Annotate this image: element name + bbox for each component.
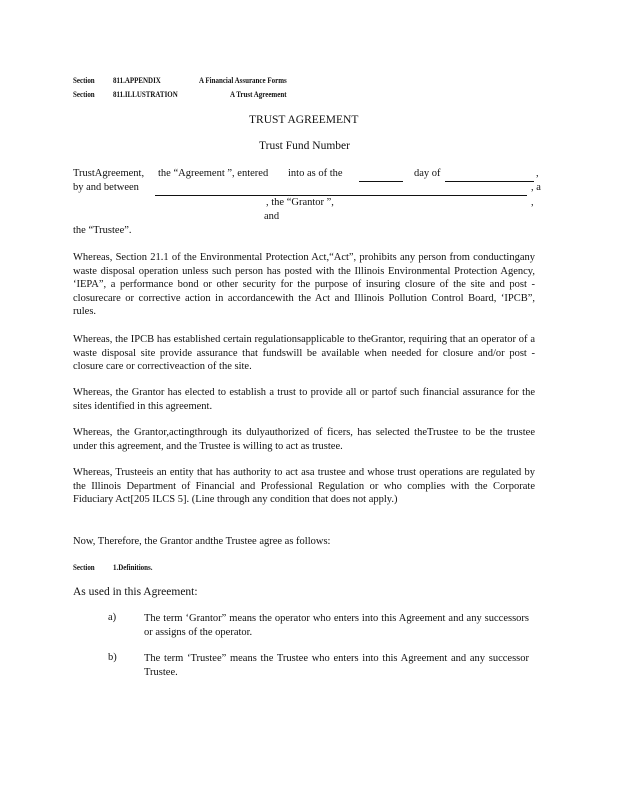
- intro-comma-a: , a: [531, 182, 541, 193]
- intro-grantor-comma: ,: [531, 197, 534, 208]
- section-1-title: 1.Definitions.: [113, 562, 153, 572]
- intro-the-trustee: the “Trustee”.: [73, 225, 132, 236]
- header-illustration-number: 811.ILLUSTRATION: [113, 89, 178, 99]
- header-section-title: A Financial Assurance Forms: [199, 75, 287, 85]
- intro-by-and-between: by and between: [73, 182, 139, 193]
- intro-trust-agreement: TrustAgreement,: [73, 168, 145, 179]
- intro-comma: ,: [536, 168, 539, 179]
- trust-fund-number-label: Trust Fund Number: [259, 140, 350, 152]
- header-section-number: 811.APPENDIX: [113, 75, 161, 85]
- header-illustration-label: Section: [73, 89, 95, 99]
- section-1-label: Section: [73, 562, 95, 572]
- intro-agreement-entered: the “Agreement ”, entered: [158, 168, 269, 179]
- document-title: TRUST AGREEMENT: [249, 114, 359, 126]
- intro-into-as-of: into as of the: [288, 168, 343, 179]
- definition-label: b): [108, 652, 117, 663]
- whereas-paragraph: Whereas, Section 21.1 of the Environmental Protection Act,“Act”, prohibits any person from conductingany waste disposal operation unless such person has posted with the Illinois Environmental Protection Agency, ‘IEPA”, a performance bond or other security for the purpose of insuring closure of the site and post -closurecare or corrective action in accordancewith the Act and Illinois Pollution Control Board, ‘IPCB”, rules.: [73, 252, 535, 317]
- whereas-paragraph: Whereas, the Grantor,actingthrough its dulyauthorized of ficers, has selected theTrustee to be the trustee under this agreement, and the Trustee is willing to act as trustee.: [73, 427, 535, 452]
- intro-the-grantor: , the “Grantor ”,: [266, 197, 334, 208]
- definition-label: a): [108, 612, 117, 623]
- whereas-paragraph: Whereas, the Grantor has elected to establish a trust to provide all or partof such financial assurance for the sites identified in this agreement.: [73, 387, 535, 412]
- definition-text: The term ‘Trustee” means the Trustee who enters into this Agreement and any successor Trustee.: [144, 653, 529, 678]
- intro-day-of: day of: [414, 168, 441, 179]
- whereas-paragraph: Whereas, Trusteeis an entity that has authority to act asa trustee and whose trust operations are regulated by the Illinois Department of Financial and Professional Regulation or who complies with the Corporate Fiduciary Act[205 ILCS 5]. (Line through any condition that does not apply.): [73, 467, 535, 505]
- header-section-label: Section: [73, 75, 95, 85]
- whereas-paragraph: Whereas, the IPCB has established certain regulationsapplicable to theGrantor, requiring that an operator of a waste disposal site provide assurance that fundswill be available when needed for closure and/or post - closure care or correctiveaction of the site.: [73, 334, 535, 372]
- month-blank-line[interactable]: [445, 181, 534, 182]
- header-illustration-title: A Trust Agreement: [230, 89, 287, 99]
- as-used-line: As used in this Agreement:: [73, 586, 198, 598]
- intro-and: and: [264, 211, 280, 222]
- now-therefore-paragraph: Now, Therefore, the Grantor andthe Trustee agree as follows:: [73, 536, 331, 547]
- definition-text: The term ‘Grantor” means the operator who enters into this Agreement and any successors or assigns of the operator.: [144, 613, 529, 638]
- date-blank-line[interactable]: [359, 181, 403, 182]
- grantor-name-blank-line[interactable]: [155, 195, 527, 196]
